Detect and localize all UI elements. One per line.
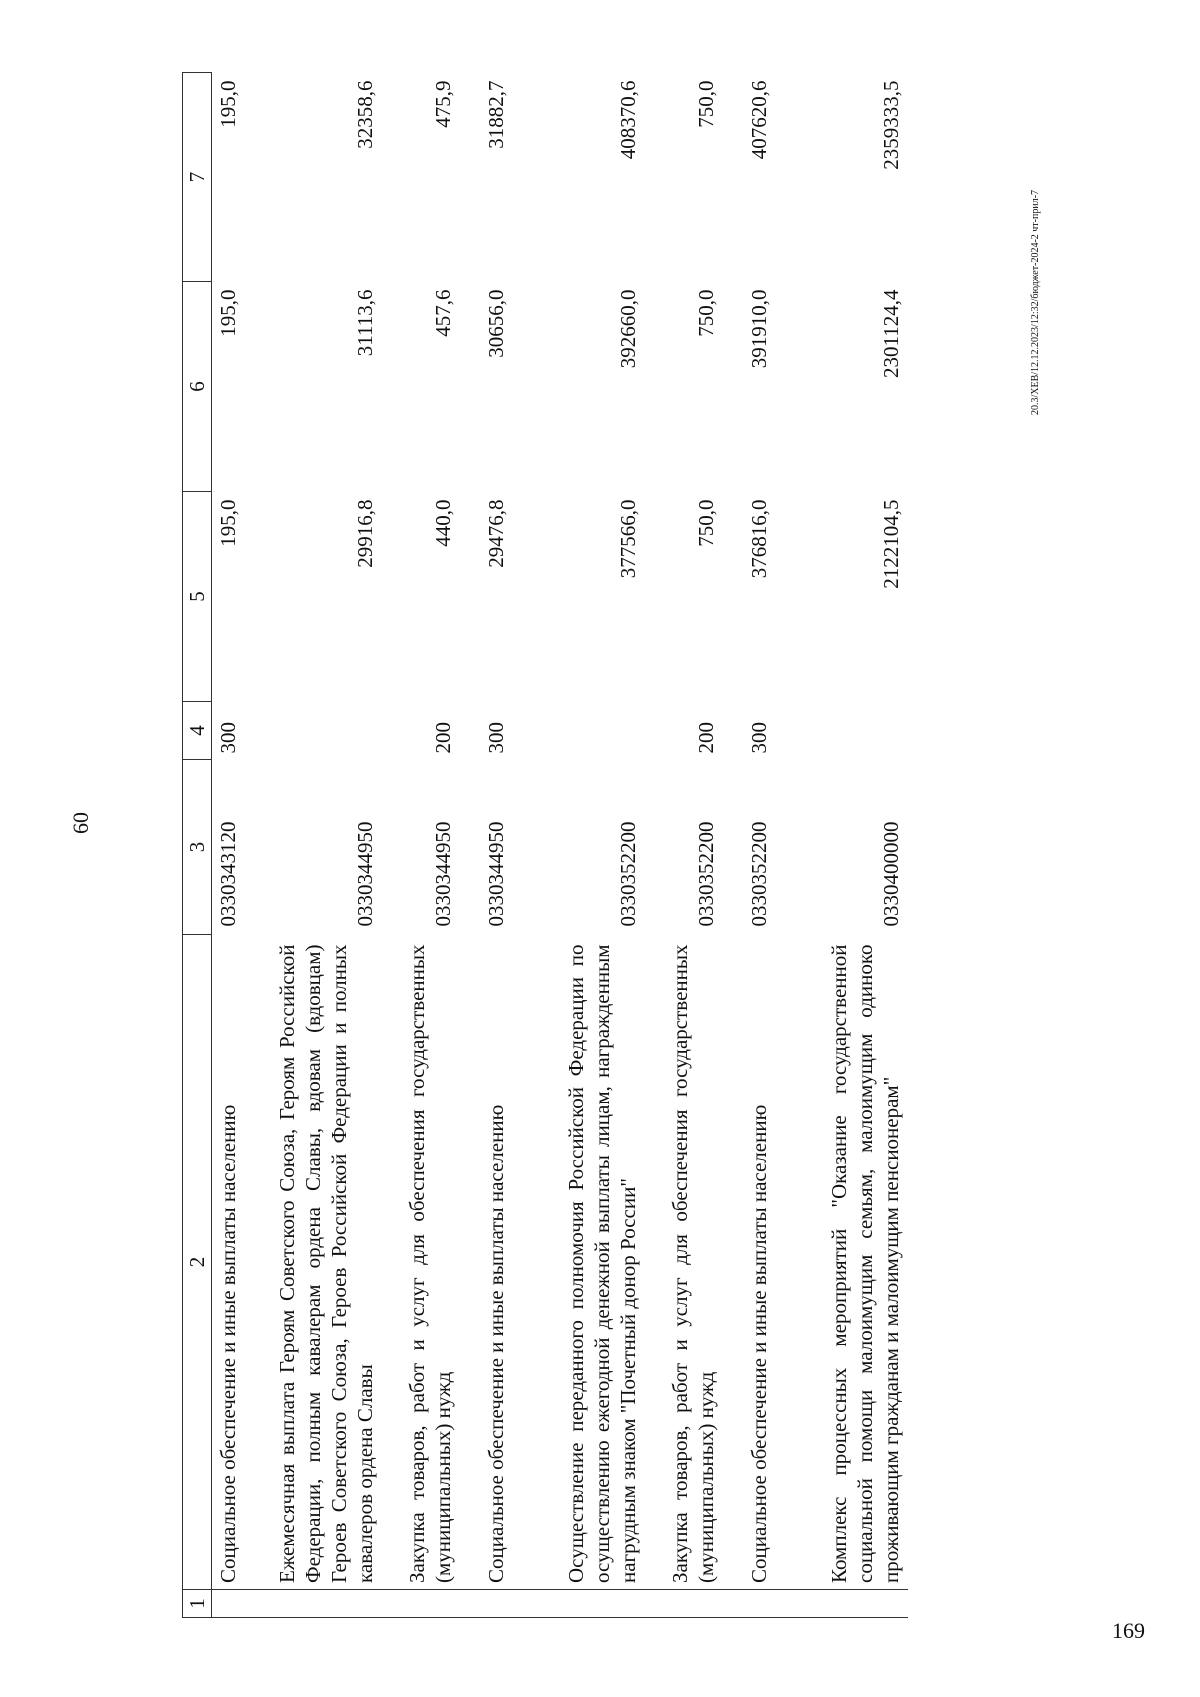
table-row [460, 73, 513, 1618]
row-value-3: 32358,6 [353, 80, 377, 149]
row-type: 300 [216, 722, 240, 754]
header-col-2: 2 [183, 935, 212, 1590]
row-code: 0330344950 [484, 821, 508, 927]
header-col-5: 5 [183, 492, 212, 702]
row-value-1: 440,0 [431, 499, 455, 547]
row-type: 300 [484, 722, 508, 754]
row-type: 300 [747, 722, 771, 754]
header-col-1: 1 [183, 1590, 212, 1618]
row-value-3: 2359333,5 [879, 80, 903, 170]
header-col-3: 3 [183, 760, 212, 935]
row-name: Социальное обеспечение и иные выплаты населению [747, 1104, 771, 1583]
header-col-7: 7 [183, 73, 212, 282]
row-code: 0330352200 [694, 821, 718, 927]
footer-code: 20.3/ХЕВ/12.12.2023/12:32/бюджет-2024-2 чт-прил-7 [1030, 189, 1041, 415]
row-value-3: 408370,6 [616, 80, 640, 160]
table-row [776, 73, 908, 1618]
page-number: 60 [68, 812, 93, 834]
row-value-1: 2122104,5 [879, 499, 903, 589]
row-value-3: 31882,7 [484, 80, 508, 149]
row-value-1: 29476,8 [484, 499, 508, 568]
row-code: 0330352200 [747, 821, 771, 927]
row-value-2: 391910,0 [747, 289, 771, 369]
row-value-2: 195,0 [216, 289, 240, 337]
row-type: 200 [431, 722, 455, 754]
row-type [513, 702, 645, 760]
row-value-3: 195,0 [216, 80, 240, 128]
row-value-2: 30656,0 [484, 289, 508, 358]
row-name: Социальное обеспечение и иные выплаты населению [484, 1104, 508, 1583]
row-value-2: 2301124,4 [879, 289, 903, 378]
header-col-4: 4 [183, 702, 212, 760]
row-value-1: 376816,0 [747, 499, 771, 579]
table-row [513, 73, 645, 1618]
row-value-2: 750,0 [694, 289, 718, 337]
table-row [723, 73, 776, 1618]
table-row [382, 73, 460, 1618]
row-code: 0330344950 [431, 821, 455, 927]
row-name: Ежемесячная выплата Героям Советского Союза, Героям Российской Федерации, полным кавалерам ордена Славы, вдовам (вдовцам) Героев Советского Союза, Героев Российской Федерации и полных кавалеров ордена Славы [275, 944, 377, 1583]
row-type [776, 702, 908, 760]
row-code: 0330344950 [353, 821, 377, 927]
row-value-3: 750,0 [694, 80, 718, 128]
header-col-6: 6 [183, 282, 212, 492]
row-value-3: 407620,6 [747, 80, 771, 160]
table-row [645, 73, 723, 1618]
row-name: Осуществление переданного полномочия Российской Федерации по осуществлению ежегодной денежной выплаты лицам, награжденным нагрудным знаком "Почетный донор России" [564, 944, 640, 1583]
row-code: 0330400000 [879, 821, 903, 927]
row-name: Социальное обеспечение и иные выплаты населению [216, 1104, 240, 1583]
row-name: Закупка товаров, работ и услуг для обеспечения государственных (муниципальных) нужд [668, 944, 718, 1583]
row-value-2: 31113,6 [353, 289, 377, 357]
row-value-2: 457,6 [431, 289, 455, 337]
row-type: 200 [694, 722, 718, 754]
table-row [212, 73, 246, 1618]
table-row [245, 73, 382, 1618]
sheet-number: 169 [1112, 1618, 1145, 1643]
rotated-table-container [182, 73, 1097, 1618]
row-type [245, 702, 382, 760]
header-row [183, 73, 212, 1618]
row-value-1: 750,0 [694, 499, 718, 547]
budget-table [182, 72, 908, 1618]
row-code: 0330352200 [616, 821, 640, 927]
row-value-3: 475,9 [431, 80, 455, 128]
row-value-1: 195,0 [216, 499, 240, 547]
row-value-1: 29916,8 [353, 499, 377, 568]
row-value-1: 377566,0 [616, 499, 640, 579]
row-name: Комплекс процессных мероприятий "Оказание государственной социальной помощи малоимущим семьям, малоимущим одиноко проживающим гражданам и малоимущим пенсионерам" [827, 944, 903, 1583]
row-value-2: 392660,0 [616, 289, 640, 369]
row-code: 0330343120 [216, 821, 240, 927]
row-name: Закупка товаров, работ и услуг для обеспечения государственных (муниципальных) нужд [405, 944, 455, 1583]
